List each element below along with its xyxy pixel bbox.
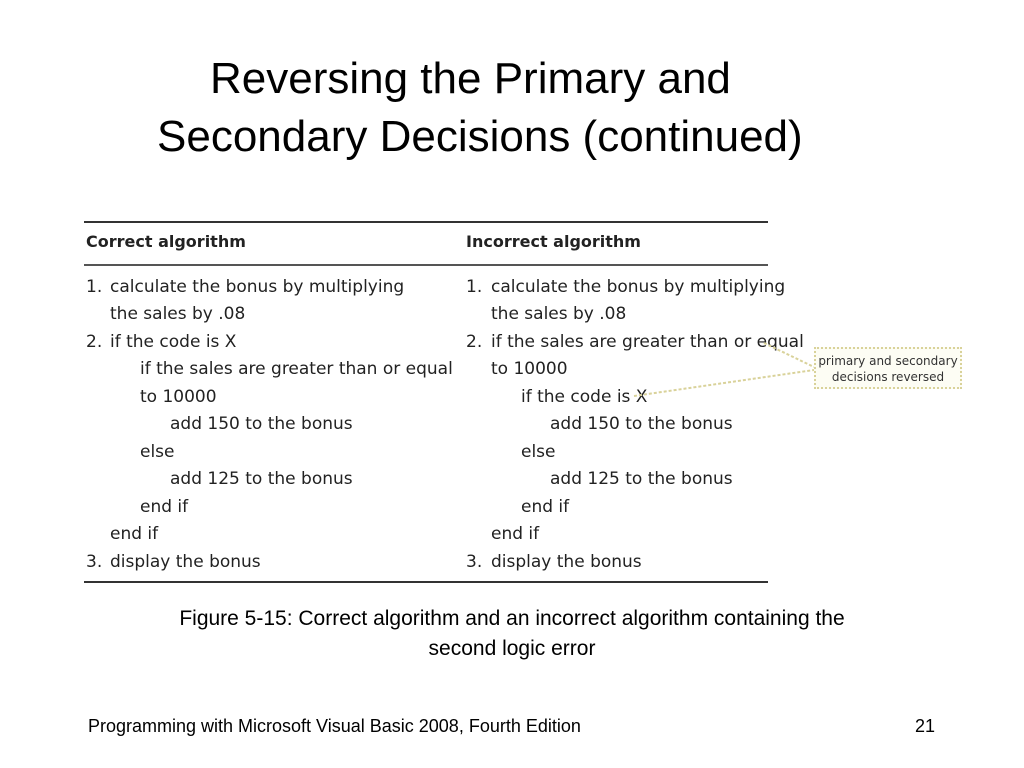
- footer-text: Programming with Microsoft Visual Basic 2008, Fourth Edition: [88, 716, 581, 736]
- algorithm-line: add 150 to the bonus: [550, 414, 733, 434]
- algorithm-line: the sales by .08: [110, 304, 246, 324]
- algorithm-line: end if: [140, 497, 189, 517]
- callout-line-1: primary and secondary: [818, 354, 958, 368]
- step-text: if the sales are greater than or equal: [491, 332, 804, 352]
- step-number: 2.: [86, 332, 103, 352]
- figure-caption-line-1: Figure 5-15: Correct algorithm and an incorrect algorithm containing the: [179, 607, 845, 630]
- step-number: 1.: [86, 277, 103, 297]
- algorithm-line: the sales by .08: [491, 304, 627, 324]
- figure-caption-line-2: second logic error: [428, 637, 596, 660]
- algorithm-line: end if: [521, 497, 570, 517]
- incorrect-algorithm-heading: Incorrect algorithm: [466, 232, 641, 251]
- algorithm-line: add 125 to the bonus: [170, 469, 353, 489]
- step-number: 1.: [466, 277, 483, 297]
- callout-box: [814, 347, 962, 389]
- algorithm-line: end if: [110, 524, 159, 544]
- step-text: calculate the bonus by multiplying: [110, 277, 405, 297]
- algorithm-line: else: [140, 442, 175, 462]
- figure-caption: [0, 604, 1024, 664]
- step-text: display the bonus: [110, 552, 261, 572]
- algorithm-line: if the sales are greater than or equal: [140, 359, 453, 379]
- algorithm-line: add 125 to the bonus: [550, 469, 733, 489]
- algorithm-line: else: [521, 442, 556, 462]
- step-number: 3.: [86, 552, 103, 572]
- algorithm-line: to 10000: [491, 359, 568, 379]
- step-text: display the bonus: [491, 552, 642, 572]
- step-text: calculate the bonus by multiplying: [491, 277, 786, 297]
- step-number: 2.: [466, 332, 483, 352]
- step-number: 3.: [466, 552, 483, 572]
- callout-line-2: decisions reversed: [831, 370, 945, 384]
- step-text: if the code is X: [110, 332, 237, 352]
- slide-title-line-2: Secondary Decisions (continued): [157, 112, 803, 161]
- page-number: 21: [915, 716, 936, 736]
- algorithm-line: to 10000: [140, 387, 217, 407]
- correct-algorithm-heading: Correct algorithm: [86, 232, 246, 251]
- algorithm-line: if the code is X: [521, 387, 648, 407]
- slide-title-line-1: Reversing the Primary and: [210, 54, 731, 103]
- algorithm-line: add 150 to the bonus: [170, 414, 353, 434]
- algorithm-line: end if: [491, 524, 540, 544]
